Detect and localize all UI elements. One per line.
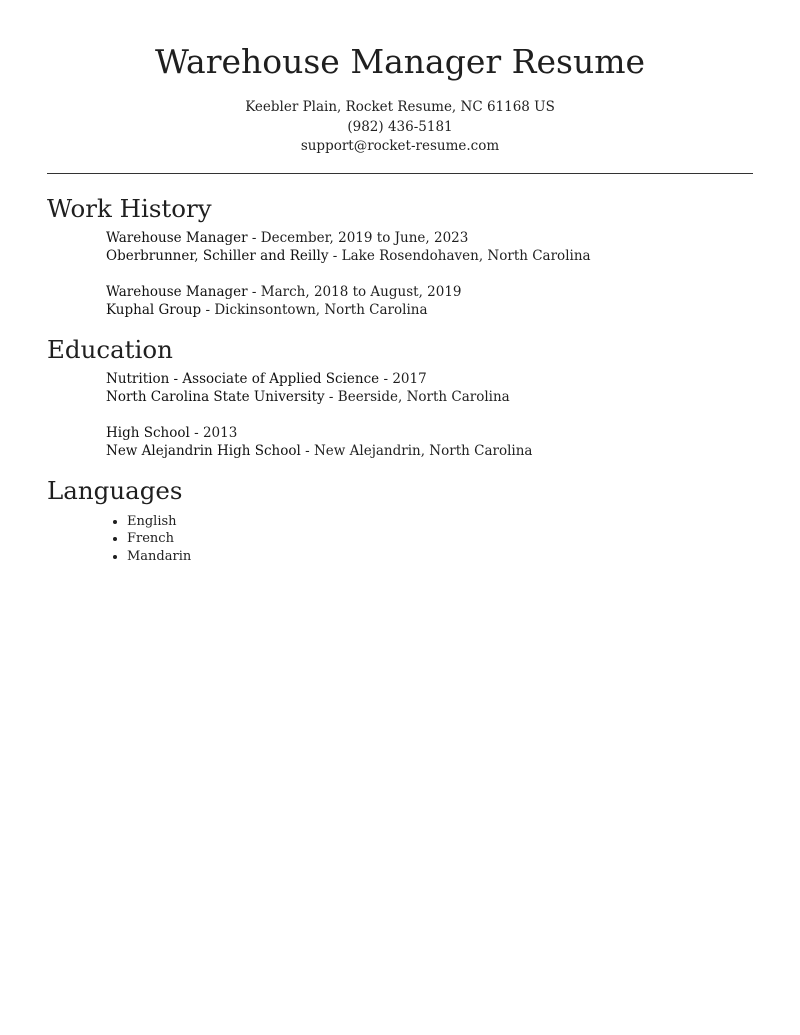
language-item: • French	[127, 530, 753, 548]
work-history-section	[47, 193, 753, 320]
education-heading: Education	[47, 334, 173, 364]
work-entry-role-line: Warehouse Manager - December, 2019 to June, 2023	[106, 229, 469, 246]
education-location: New Alejandrin, North Carolina	[313, 443, 533, 459]
resume-header	[47, 0, 753, 157]
work-company: Oberbrunner, Schiller and Reilly	[106, 248, 329, 264]
education-degree: Nutrition - Associate of Applied Science	[106, 370, 380, 387]
languages-list	[47, 513, 753, 566]
education-location: Beerside, North Carolina	[337, 389, 510, 405]
education-degree: High School	[106, 424, 190, 441]
education-year: 2017	[392, 370, 427, 387]
language-item: • English	[127, 513, 753, 531]
languages-heading: Languages	[47, 475, 183, 505]
work-role: Warehouse Manager	[106, 229, 248, 246]
education-entry	[106, 424, 753, 461]
address: Keebler Plain, Rocket Resume, NC 61168 US	[245, 99, 555, 115]
education-degree-line: Nutrition - Associate of Applied Science - 2017	[106, 370, 427, 387]
work-entry-company-line: Oberbrunner, Schiller and Reilly - Lake Rosendohaven, North Carolina	[106, 248, 591, 264]
languages-section	[47, 475, 753, 566]
education-degree-line: High School - 2013	[106, 424, 238, 441]
phone: (982) 436-5181	[347, 118, 453, 135]
work-entry	[106, 229, 753, 266]
work-entry-role-line: Warehouse Manager - March, 2018 to August, 2019	[106, 283, 462, 300]
language-item: • Mandarin	[127, 548, 753, 566]
email: support@rocket-resume.com	[300, 138, 500, 154]
education-school: North Carolina State University	[106, 389, 325, 405]
work-entry-company-line: Kuphal Group - Dickinsontown, North Carolina	[106, 302, 428, 318]
education-year: 2013	[202, 424, 238, 441]
education-section	[47, 334, 753, 461]
work-dates: March, 2018 to August, 2019	[260, 283, 462, 300]
work-history-heading: Work History	[47, 193, 212, 223]
education-school-line: North Carolina State University - Beerside, North Carolina	[106, 389, 510, 405]
work-location: Lake Rosendohaven, North Carolina	[341, 248, 591, 264]
work-role: Warehouse Manager	[106, 283, 248, 300]
education-entry	[106, 370, 753, 407]
header-divider	[47, 173, 753, 174]
work-entry	[106, 283, 753, 320]
resume-title: Warehouse Manager Resume	[154, 42, 646, 81]
work-location: Dickinsontown, North Carolina	[214, 302, 428, 318]
education-school-line: New Alejandrin High School - New Alejandrin, North Carolina	[106, 443, 533, 459]
work-company: Kuphal Group	[106, 302, 202, 318]
work-dates: December, 2019 to June, 2023	[260, 229, 469, 246]
education-school: New Alejandrin High School	[106, 443, 301, 459]
